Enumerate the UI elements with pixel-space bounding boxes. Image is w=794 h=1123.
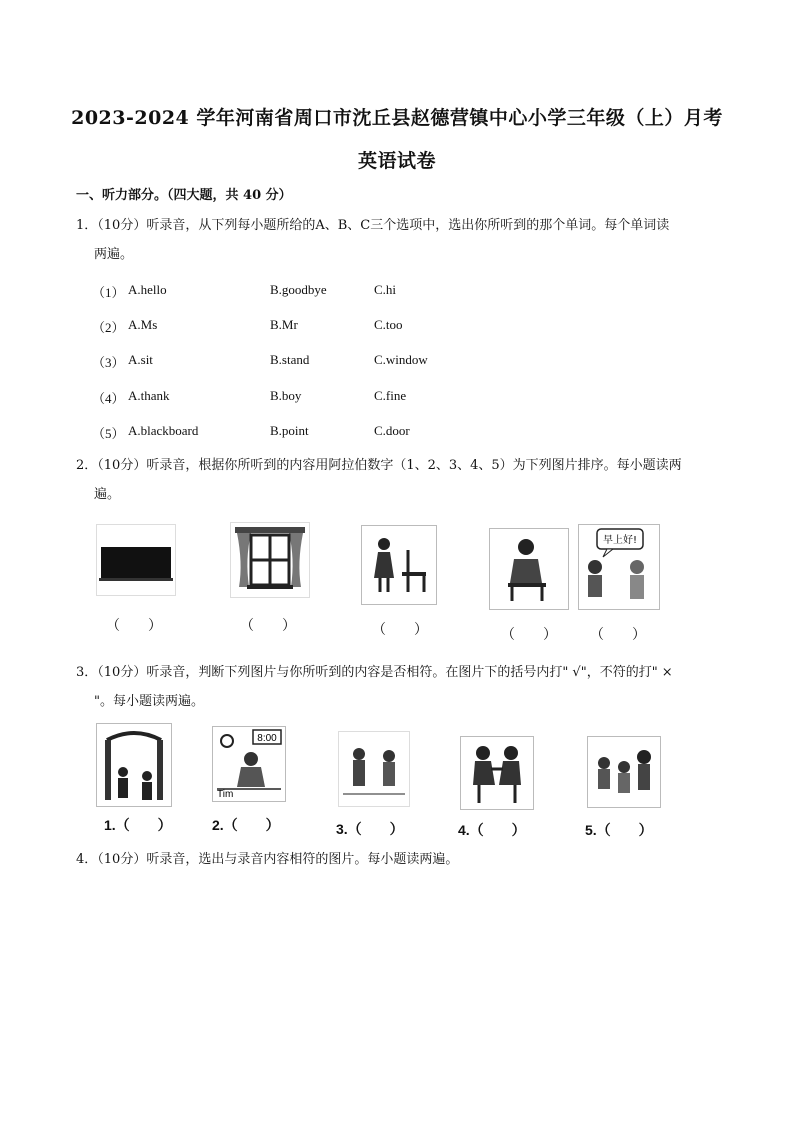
option-b: B.Mr — [270, 317, 298, 332]
question-3-line1: 3．（10分）听录音，判断下列图片与你所听到的内容是否相符。在图片下的括号内打" √"，不符的打" × — [76, 665, 673, 680]
girl-sitting-picture — [489, 528, 569, 610]
exam-title: 2023-2024 学年河南省周口市沈丘县赵德营镇中心小学三年级（上）月考 — [71, 107, 723, 129]
option-b: B.boy — [270, 388, 302, 403]
girl-standing-picture — [361, 525, 437, 605]
option-a: A.blackboard — [128, 423, 199, 438]
speech-bubble-text: 早上好! — [602, 535, 638, 546]
school-gate-picture — [96, 723, 172, 807]
option-c: C.fine — [374, 388, 407, 403]
question-3-line2: "。每小题读两遍。 — [94, 694, 204, 709]
window-picture — [230, 522, 310, 598]
question-3 — [76, 658, 724, 716]
answer-paren: （ ） — [590, 627, 646, 643]
good-morning-picture — [578, 524, 660, 610]
name-label: Tim — [217, 789, 234, 800]
answer-paren: （ ） — [501, 627, 557, 643]
question-1 — [76, 211, 724, 269]
option-a: A.sit — [128, 352, 153, 367]
option-a: A.thank — [128, 388, 170, 403]
exam-subtitle: 英语试卷 — [357, 150, 436, 172]
option-number: （5） — [92, 426, 125, 441]
answer-label-2: 2.（ ） — [212, 817, 280, 833]
option-c: C.door — [374, 423, 410, 438]
option-b: B.stand — [270, 352, 310, 367]
handshake-picture — [460, 736, 534, 810]
option-number: （2） — [92, 320, 125, 335]
option-a: A.hello — [128, 282, 167, 297]
answer-label-3: 3.（ ） — [336, 821, 404, 837]
question-2-line1: 2．（10分）听录音，根据你所听到的内容用阿拉伯数字（1、2、3、4、5）为下列图片排序。每小题读两 — [76, 458, 682, 473]
option-b: B.goodbye — [270, 282, 327, 297]
answer-label-5: 5.（ ） — [585, 822, 653, 838]
tim-clock-picture — [212, 726, 286, 802]
clock-text: 8:00 — [257, 733, 277, 744]
two-kids-picture — [338, 731, 410, 807]
option-c: C.hi — [374, 282, 397, 297]
question-4: 4．（10分）听录音，选出与录音内容相符的图片。每小题读两遍。 — [76, 852, 459, 867]
section-heading: 一、听力部分。（四大题，共 40 分） — [76, 188, 292, 203]
question-1-line1: 1．（10分）听录音，从下列每小题所给的A、B、C三个选项中，选出你所听到的那个单词。每个单词读 — [76, 218, 670, 233]
answer-label-4: 4.（ ） — [458, 822, 526, 838]
answer-paren: （ ） — [372, 622, 428, 638]
option-a: A.Ms — [128, 317, 158, 332]
question-2-line2: 遍。 — [94, 487, 121, 502]
option-number: （3） — [92, 355, 125, 370]
answer-paren: （ ） — [106, 618, 162, 634]
answer-paren: （ ） — [240, 618, 296, 634]
option-c: C.too — [374, 317, 403, 332]
blackboard-picture — [96, 524, 176, 596]
option-number: （4） — [92, 391, 125, 406]
answer-label-1: 1.（ ） — [104, 817, 172, 833]
option-c: C.window — [374, 352, 428, 367]
option-number: （1） — [92, 285, 125, 300]
question-1-line2: 两遍。 — [94, 247, 134, 262]
three-kids-picture — [587, 736, 661, 808]
option-b: B.point — [270, 423, 309, 438]
question-2 — [76, 451, 724, 509]
